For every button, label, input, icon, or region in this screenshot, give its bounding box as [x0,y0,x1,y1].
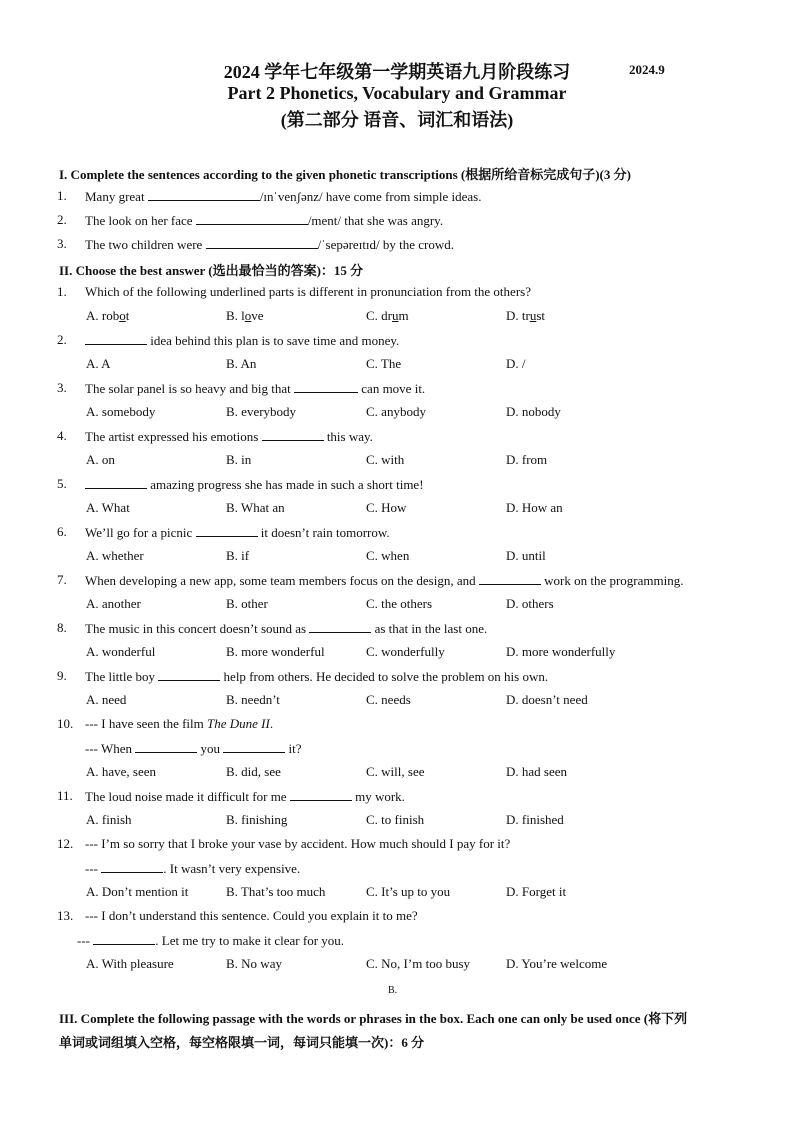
question-number: 3. [57,236,67,251]
answer-blank[interactable] [85,332,147,345]
question-text: The two children were /ˈsepəreɪtɪd/ by the crowd. [85,237,455,252]
option-a[interactable]: A. What [86,500,130,515]
option-d[interactable]: D. more wonderfully [506,644,616,659]
question-text: Which of the following underlined parts is different in pronunciation from the others? [85,284,531,299]
question-text: --- . It wasn’t very expensive. [85,861,301,876]
option-a[interactable]: A. wonderful [86,644,156,659]
option-b[interactable]: B. That’s too much [226,884,326,899]
section-1-heading: I. Complete the sentences according to the given phonetic transcriptions (根据所给音标完成句子)(3 分) [59,167,631,182]
option-c[interactable]: C. will, see [366,764,425,779]
option-c[interactable]: C. with [366,452,405,467]
option-a[interactable]: A. robot [86,308,130,323]
question-number: 11. [57,788,73,803]
answer-blank[interactable] [93,932,155,945]
option-d[interactable]: D. until [506,548,546,563]
options-row [0,308,794,328]
answer-blank[interactable] [294,380,358,393]
option-a[interactable]: A. whether [86,548,144,563]
option-b[interactable]: B. did, see [226,764,281,779]
answer-blank[interactable] [196,212,308,225]
option-a[interactable]: A. With pleasure [86,956,174,971]
option-d[interactable]: D. trust [506,308,546,323]
option-d[interactable]: D. nobody [506,404,561,419]
question-number: 8. [57,620,67,635]
option-b[interactable]: B. finishing [226,812,288,827]
question-text: The little boy help from others. He decided to solve the problem on his own. [85,669,549,684]
option-a[interactable]: A. another [86,596,141,611]
part-title: Part 2 Phonetics, Vocabulary and Grammar [227,83,567,103]
option-d[interactable]: D. finished [506,812,564,827]
question-row [0,332,794,352]
option-b[interactable]: B. if [226,548,250,563]
options-row [0,884,794,904]
question-text: --- I don’t understand this sentence. Could you explain it to me? [85,908,418,923]
answer-blank[interactable] [262,428,324,441]
option-b[interactable]: B. more wonderful [226,644,325,659]
question-number: 1. [57,188,67,203]
section-3-heading-cont: 单词或词组填入空格，每空格限填一词，每词只能填一次)：6 分 [59,1035,425,1050]
question-row [0,428,794,448]
exam-date: 2024.9 [629,62,665,77]
question-text: --- When you it? [85,741,302,756]
question-text: Many great /ɪnˈvenʃənz/ have come from simple ideas. [85,189,482,204]
question-text: The solar panel is so heavy and big that can move it. [85,381,426,396]
options-row [0,596,794,616]
question-row [0,236,794,256]
option-c[interactable]: C. How [366,500,407,515]
question-row [0,860,794,880]
options-row [0,356,794,376]
answer-blank[interactable] [223,740,285,753]
option-d[interactable]: D. had seen [506,764,568,779]
question-row [0,572,794,592]
option-d[interactable]: D. You’re welcome [506,956,608,971]
option-c[interactable]: C. It’s up to you [366,884,451,899]
options-row [0,956,794,976]
page-title [0,58,794,84]
question-number: 4. [57,428,67,443]
option-c[interactable]: C. when [366,548,410,563]
option-c[interactable]: C. the others [366,596,433,611]
question-text: --- I have seen the film The Dune II. [85,716,274,731]
question-number: 12. [57,836,74,851]
answer-blank[interactable] [85,476,147,489]
question-row [0,380,794,400]
option-a[interactable]: A. have, seen [86,764,157,779]
title-text: 2024 学年七年级第一学期英语九月阶段练习 [223,62,571,82]
answer-blank[interactable] [135,740,197,753]
question-text: --- I’m so sorry that I broke your vase by accident. How much should I pay for it? [85,836,511,851]
film-title: The Dune II [207,716,270,731]
answer-blank[interactable] [158,668,220,681]
option-d[interactable]: D. others [506,596,554,611]
answer-blank[interactable] [309,620,371,633]
question-row [0,836,794,856]
question-row [0,932,794,952]
question-row [0,188,794,208]
section-3-heading: III. Complete the following passage with the words or phrases in the box. Each one can only be used once (将下列 [59,1011,688,1026]
question-number: 5. [57,476,67,491]
options-row [0,812,794,832]
option-a[interactable]: A. finish [86,812,132,827]
section-2-heading: II. Choose the best answer (选出最恰当的答案)：15 分 [59,263,364,278]
option-d[interactable]: D. How an [506,500,563,515]
option-c[interactable]: C. to finish [366,812,425,827]
option-a[interactable]: A. on [86,452,115,467]
question-row [0,668,794,688]
question-text: The music in this concert doesn’t sound as as that in the last one. [85,621,488,636]
answer-blank[interactable] [196,524,258,537]
options-row [0,764,794,784]
stray-mark: B. [388,985,398,996]
options-row [0,644,794,664]
option-c[interactable]: C. needs [366,692,411,707]
option-b[interactable]: B. everybody [226,404,297,419]
answer-blank[interactable] [479,572,541,585]
question-number: 13. [57,908,74,923]
option-d[interactable]: D. Forget it [506,884,567,899]
question-text: --- . Let me try to make it clear for you. [77,933,345,948]
question-text: When developing a new app, some team members focus on the design, and work on the programming. [85,573,684,588]
options-row [0,692,794,712]
question-text: The loud noise made it difficult for me my work. [85,789,405,804]
option-a[interactable]: A. Don’t mention it [86,884,189,899]
question-number: 2. [57,332,67,347]
option-a[interactable]: A. somebody [86,404,156,419]
option-b[interactable]: B. No way [226,956,282,971]
question-row [0,212,794,232]
option-b[interactable]: B. in [226,452,252,467]
option-d[interactable]: D. doesn’t need [506,692,588,707]
option-c[interactable]: C. anybody [366,404,426,419]
option-c[interactable]: C. wonderfully [366,644,445,659]
options-row [0,452,794,472]
question-number: 3. [57,380,67,395]
option-b[interactable]: B. love [226,308,264,323]
question-text: amazing progress she has made in such a short time! [85,476,424,493]
question-number: 10. [57,716,74,731]
options-row [0,500,794,520]
question-number: 1. [57,284,67,299]
options-row [0,404,794,424]
option-a[interactable]: A. A [86,356,111,371]
question-row [0,740,794,760]
answer-blank[interactable] [148,188,260,201]
question-text: The look on her face /ment/ that she was angry. [85,213,444,228]
question-row [0,716,794,736]
question-number: 9. [57,668,67,683]
option-d[interactable]: D. / [506,356,526,371]
option-d[interactable]: D. from [506,452,548,467]
question-number: 2. [57,212,67,227]
option-c[interactable]: C. No, I’m too busy [366,956,470,971]
option-c[interactable]: C. drum [366,308,409,323]
question-row [0,788,794,808]
question-text: We’ll go for a picnic it doesn’t rain tomorrow. [85,525,390,540]
option-b[interactable]: B. What an [226,500,285,515]
part-subtitle: (第二部分 语音、词汇和语法) [280,110,514,130]
question-row [0,284,794,304]
option-b[interactable]: B. other [226,596,268,611]
question-row [0,476,794,496]
options-row [0,548,794,568]
option-a[interactable]: A. need [86,692,127,707]
question-row [0,908,794,928]
answer-blank[interactable] [290,788,352,801]
option-b[interactable]: B. needn’t [226,692,280,707]
question-row [0,524,794,544]
question-number: 7. [57,572,67,587]
question-row [0,620,794,640]
question-text: idea behind this plan is to save time and money. [85,332,399,349]
question-number: 6. [57,524,67,539]
question-text: The artist expressed his emotions this way. [85,429,373,444]
answer-blank[interactable] [206,236,318,249]
answer-blank[interactable] [101,860,163,873]
option-c[interactable]: C. The [366,356,402,371]
option-b[interactable]: B. An [226,356,257,371]
